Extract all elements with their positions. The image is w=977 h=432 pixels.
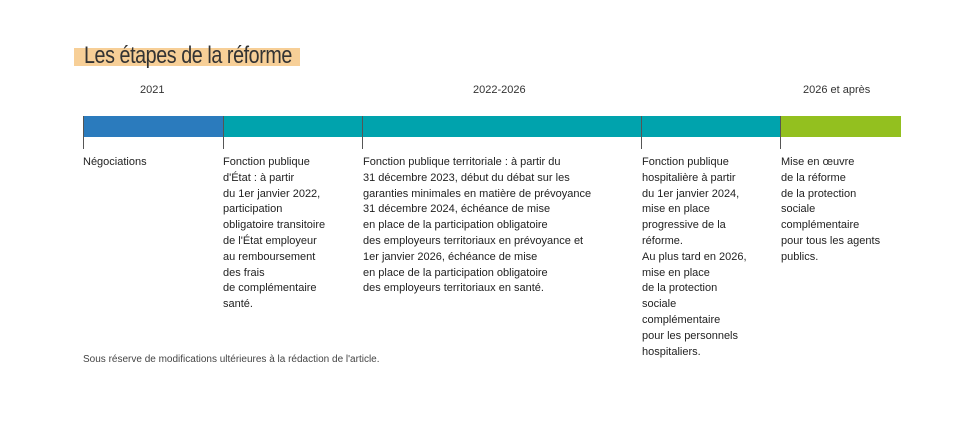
step-line: 1er janvier 2026, échéance de mise <box>363 250 538 263</box>
step-line: des frais <box>223 266 265 279</box>
step-line: Négociations <box>83 156 147 168</box>
step-line: Fonction publique <box>223 156 310 168</box>
step-line: progressive de la <box>642 219 726 232</box>
step-line: de complémentaire <box>223 282 317 295</box>
period-label-2022-2026: 2022-2026 <box>473 84 526 96</box>
step-line: réforme. <box>642 234 683 247</box>
step-line: Fonction publique territoriale : à partir du <box>363 156 561 168</box>
step-line: Mise en œuvre <box>781 156 855 168</box>
step-line: publics. <box>781 250 819 263</box>
step-line: en place de la participation obligatoire <box>363 266 548 279</box>
step-line: participation <box>223 203 283 216</box>
step-line: obligatoire transitoire <box>223 219 326 232</box>
step-line: pour tous les agents <box>781 234 881 247</box>
step-line: en place de la participation obligatoire <box>363 219 548 232</box>
step-line: sociale <box>781 203 816 216</box>
step-2026-et-apres <box>781 155 911 266</box>
step-line: santé. <box>223 298 253 311</box>
step-line: mise en place <box>642 266 710 279</box>
step-line: d'État : à partir <box>223 171 295 184</box>
page-title: Les étapes de la réforme <box>84 42 292 69</box>
step-line: complémentaire <box>781 219 860 232</box>
step-line: hospitaliers. <box>642 345 701 358</box>
step-line: du 1er janvier 2024, <box>642 187 740 200</box>
step-fonction-publique-etat <box>223 155 359 313</box>
title-block <box>74 42 328 70</box>
step-line: sociale <box>642 298 677 311</box>
step-line: de la protection <box>781 187 857 200</box>
step-line: Au plus tard en 2026, <box>642 250 747 263</box>
timeline-tick <box>641 116 642 149</box>
step-line: du 1er janvier 2022, <box>223 187 321 200</box>
period-label-2021: 2021 <box>140 84 165 96</box>
step-line: complémentaire <box>642 313 721 326</box>
step-fonction-publique-hospitaliere <box>642 155 776 360</box>
step-line: des employeurs territoriaux en prévoyance et <box>363 234 584 247</box>
step-negotiations <box>83 155 218 171</box>
step-line: 31 décembre 2023, début du débat sur les <box>363 171 570 184</box>
timeline-segment-negotiations <box>83 116 223 137</box>
step-fonction-publique-territoriale <box>363 155 639 297</box>
step-line: au remboursement <box>223 250 316 263</box>
timeline-tick <box>780 116 781 149</box>
timeline-tick <box>83 116 84 149</box>
period-label-2026-after: 2026 et après <box>803 84 871 96</box>
step-line: 31 décembre 2024, échéance de mise <box>363 203 551 216</box>
step-line: hospitalière à partir <box>642 171 736 184</box>
step-line: des employeurs territoriaux en santé. <box>363 282 544 295</box>
step-line: de l'État employeur <box>223 234 317 247</box>
step-line: de la réforme <box>781 171 846 184</box>
footnote: Sous réserve de modifications ultérieures à la rédaction de l'article. <box>83 354 380 365</box>
step-line: garanties minimales en matière de prévoyance <box>363 187 592 200</box>
timeline-segment-2026-after <box>780 116 901 137</box>
timeline-tick <box>223 116 224 149</box>
timeline-tick <box>362 116 363 149</box>
step-line: de la protection <box>642 282 718 295</box>
step-line: pour les personnels <box>642 329 739 342</box>
step-line: mise en place <box>642 203 710 216</box>
step-line: Fonction publique <box>642 156 729 168</box>
timeline-segment-2022-2026 <box>223 116 780 137</box>
